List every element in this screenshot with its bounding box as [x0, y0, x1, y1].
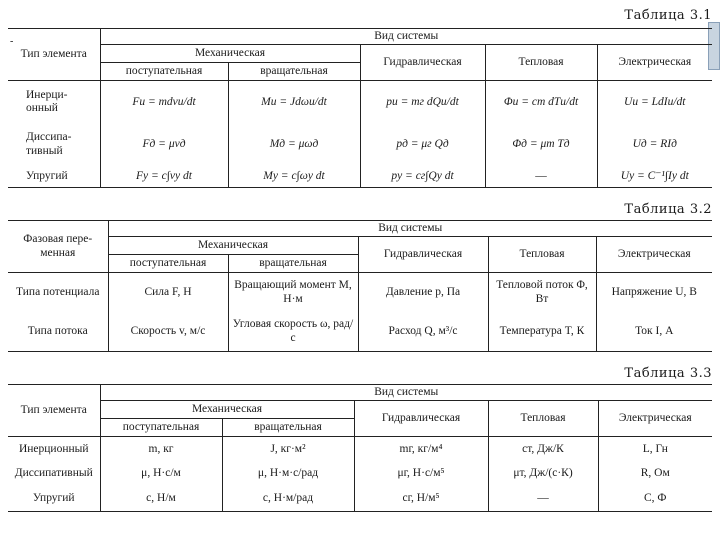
header-cell: вращательная [222, 419, 354, 437]
value-cell: Напряжение U, В [596, 273, 712, 313]
row-label: Упругий [8, 486, 100, 511]
table-row [8, 312, 712, 352]
header-cell: Вид системы [100, 29, 712, 45]
value-cell: Тепловой поток Φ, Вт [488, 273, 596, 313]
header-cell: Тепловая [485, 45, 597, 81]
header-cell: Тепловая [488, 401, 598, 437]
value-cell: Вращающий момент M, Н·м [228, 273, 358, 313]
table-row [8, 123, 712, 165]
value-cell: mг, кг/м⁴ [354, 437, 488, 462]
value-cell: μ, Н·м·с/рад [222, 462, 354, 486]
header-cell: поступательная [100, 63, 228, 81]
header-cell: Электрическая [597, 45, 712, 81]
value-cell: Угловая скорость ω, рад/с [228, 312, 358, 352]
value-cell: — [488, 486, 598, 511]
value-cell: m, кг [100, 437, 222, 462]
table-row [8, 486, 712, 511]
header-cell: Механическая [108, 237, 358, 255]
formula-cell: Uу = C⁻¹∫Iу dt [597, 166, 712, 188]
row-label: Диссипа-тивный [26, 131, 72, 157]
header-cell: Механическая [100, 45, 360, 63]
formula-cell: — [485, 166, 597, 188]
value-cell: c, Н·м/рад [222, 486, 354, 511]
header-cell: Тепловая [488, 237, 596, 273]
header-cell: Электрическая [596, 237, 712, 273]
header-cell: Тип элемента [8, 29, 100, 81]
formula-cell: pи = mг dQи/dt [360, 81, 485, 124]
table-caption: Таблица 3.3 [624, 366, 712, 381]
value-cell: μ, Н·с/м [100, 462, 222, 486]
formula-cell: Mд = μωд [228, 123, 360, 165]
table-row [8, 273, 712, 313]
formula-cell: Φи = cт dTи/dt [485, 81, 597, 124]
value-cell: Скорость v, м/с [108, 312, 228, 352]
formula-cell: Mу = c∫ωу dt [228, 166, 360, 188]
header-cell: Механическая [100, 401, 354, 419]
table-row [8, 437, 712, 462]
table-row [8, 166, 712, 188]
header-cell: вращательная [228, 255, 358, 273]
table-3-3 [8, 384, 712, 512]
value-cell: R, Ом [598, 462, 712, 486]
row-label: Типа потока [8, 312, 108, 352]
value-cell: cг, Н/м⁵ [354, 486, 488, 511]
table-row [8, 81, 712, 124]
formula-cell: Fу = c∫vу dt [100, 166, 228, 188]
header-cell: Тип элемента [8, 385, 100, 437]
row-label: Типа потенциала [8, 273, 108, 313]
header-cell: поступательная [108, 255, 228, 273]
row-label: Инерци-онный [8, 81, 100, 124]
row-label: Инерционный [8, 437, 100, 462]
value-cell: Температура T, К [488, 312, 596, 352]
header-cell: поступательная [100, 419, 222, 437]
table-row [8, 462, 712, 486]
value-cell: cт, Дж/К [488, 437, 598, 462]
value-cell: Ток I, А [596, 312, 712, 352]
header-cell: вращательная [228, 63, 360, 81]
row-label: Диссипативный [14, 467, 93, 480]
header-cell: Фазовая пере-менная [8, 221, 108, 273]
header-cell: Гидравлическая [354, 401, 488, 437]
formula-cell: Uд = RIд [597, 123, 712, 165]
header-cell: Гидравлическая [360, 45, 485, 81]
table-caption: Таблица 3.1 [624, 8, 712, 23]
table-3-2 [8, 220, 712, 352]
formula-cell: Mи = Jdωи/dt [228, 81, 360, 124]
margin-mark: - [10, 36, 14, 47]
formula-cell: Fд = μvд [100, 123, 228, 165]
value-cell: μт, Дж/(с·К) [488, 462, 598, 486]
formula-cell: pд = μг Qд [360, 123, 485, 165]
header-cell: Электрическая [598, 401, 712, 437]
value-cell: Сила F, Н [108, 273, 228, 313]
table-caption: Таблица 3.2 [624, 202, 712, 217]
formula-cell: Φд = μт Tд [485, 123, 597, 165]
header-cell: Вид системы [108, 221, 712, 237]
value-cell: J, кг·м² [222, 437, 354, 462]
row-label: Упругий [8, 166, 100, 188]
formula-cell: Fи = mdvи/dt [100, 81, 228, 124]
header-cell: Вид системы [100, 385, 712, 401]
value-cell: μг, Н·с/м⁵ [354, 462, 488, 486]
value-cell: Расход Q, м³/с [358, 312, 488, 352]
table-3-1 [8, 28, 712, 188]
value-cell: C, Ф [598, 486, 712, 511]
value-cell: c, Н/м [100, 486, 222, 511]
header-cell: Гидравлическая [358, 237, 488, 273]
value-cell: Давление p, Па [358, 273, 488, 313]
value-cell: L, Гн [598, 437, 712, 462]
formula-cell: Uи = LdIи/dt [597, 81, 712, 124]
formula-cell: pу = cг∫Qу dt [360, 166, 485, 188]
